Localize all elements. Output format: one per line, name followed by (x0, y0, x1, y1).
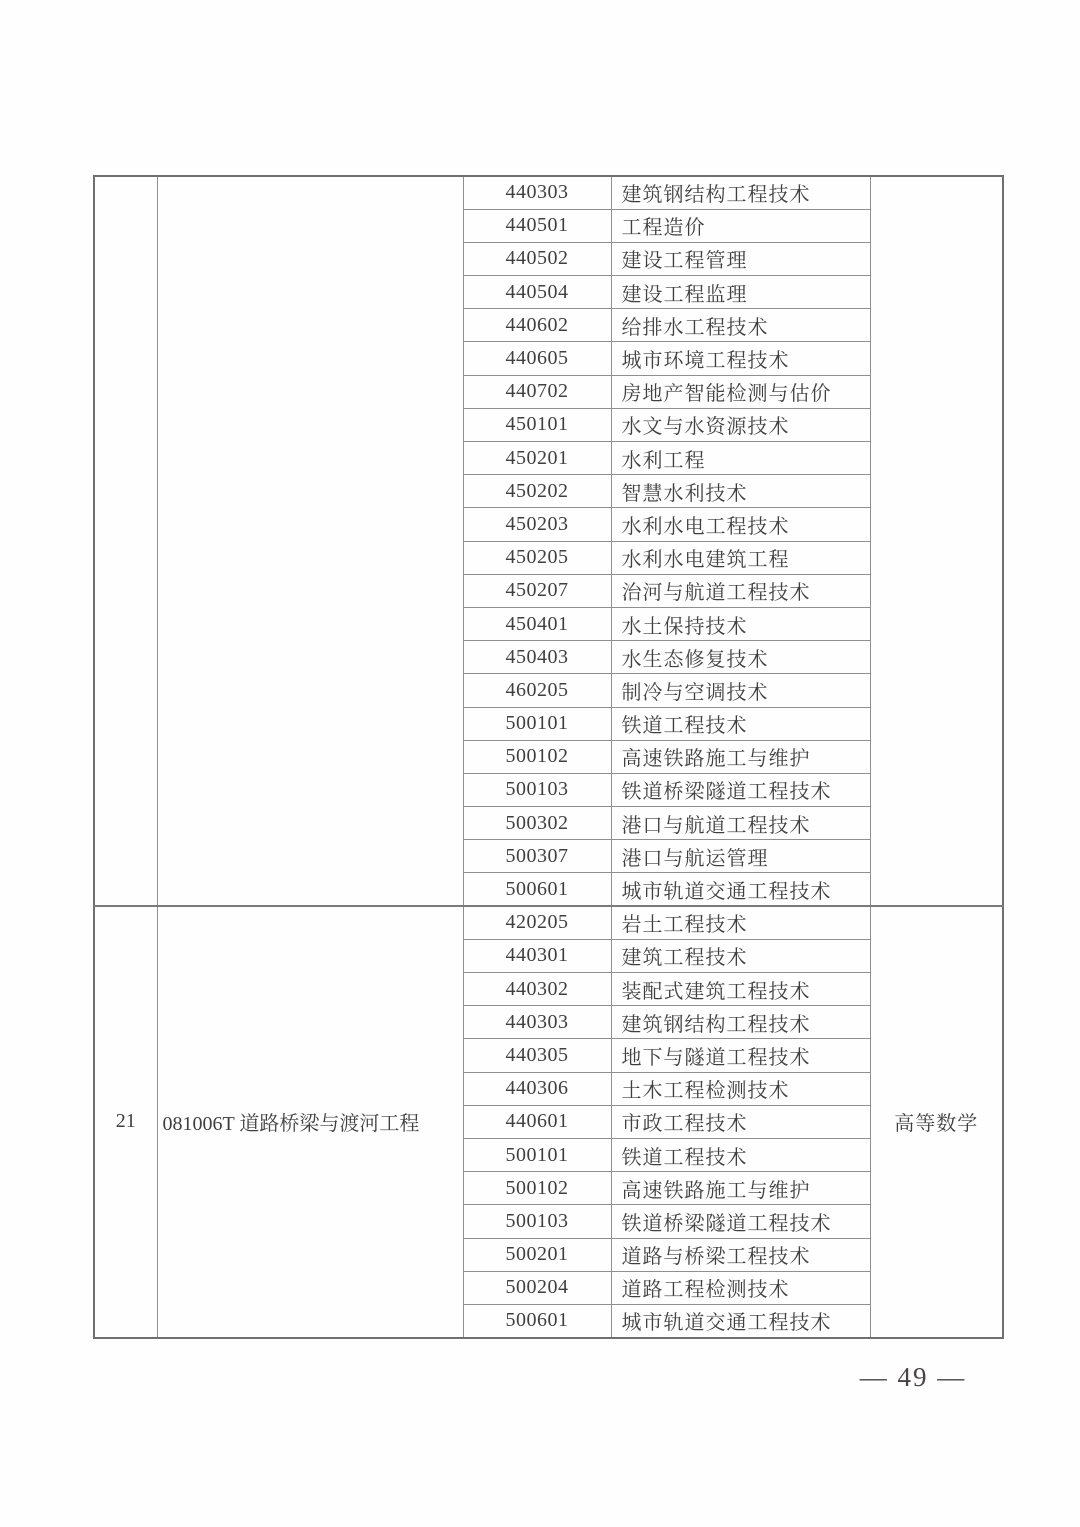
code-cell: 500101 (463, 1138, 611, 1171)
name-cell: 高速铁路施工与维护 (611, 740, 870, 773)
code-cell: 440504 (463, 276, 611, 309)
code-cell: 450403 (463, 641, 611, 674)
name-cell: 智慧水利技术 (611, 475, 870, 508)
code-cell: 500102 (463, 740, 611, 773)
name-cell: 房地产智能检测与估价 (611, 375, 870, 408)
name-cell: 地下与隧道工程技术 (611, 1039, 870, 1072)
name-cell: 城市轨道交通工程技术 (611, 1304, 870, 1337)
name-cell: 水文与水资源技术 (611, 408, 870, 441)
code-cell: 500201 (463, 1238, 611, 1271)
name-cell: 建设工程监理 (611, 276, 870, 309)
name-cell: 装配式建筑工程技术 (611, 973, 870, 1006)
code-cell: 500307 (463, 840, 611, 873)
table-row (94, 906, 1003, 939)
table-row (94, 176, 1003, 209)
code-cell: 440302 (463, 973, 611, 1006)
name-cell: 工程造价 (611, 209, 870, 242)
code-cell: 440305 (463, 1039, 611, 1072)
name-cell: 港口与航运管理 (611, 840, 870, 873)
name-cell: 道路与桥梁工程技术 (611, 1238, 870, 1271)
code-cell: 440301 (463, 939, 611, 972)
code-cell: 450101 (463, 408, 611, 441)
code-cell: 500601 (463, 873, 611, 906)
code-cell: 450205 (463, 541, 611, 574)
major-cell: 081006T 道路桥梁与渡河工程 (157, 906, 463, 1337)
code-cell: 460205 (463, 674, 611, 707)
name-cell: 建筑工程技术 (611, 939, 870, 972)
code-cell: 450203 (463, 508, 611, 541)
code-cell: 500101 (463, 707, 611, 740)
name-cell: 铁道工程技术 (611, 1138, 870, 1171)
name-cell: 港口与航道工程技术 (611, 807, 870, 840)
name-cell: 城市轨道交通工程技术 (611, 873, 870, 906)
code-cell: 500601 (463, 1304, 611, 1337)
code-cell: 440702 (463, 375, 611, 408)
name-cell: 土木工程检测技术 (611, 1072, 870, 1105)
code-cell: 450202 (463, 475, 611, 508)
code-cell: 440605 (463, 342, 611, 375)
code-cell: 450401 (463, 607, 611, 640)
name-cell: 铁道桥梁隧道工程技术 (611, 773, 870, 806)
name-cell: 水利工程 (611, 442, 870, 475)
page-number: — 49 — (859, 1362, 967, 1392)
code-cell: 450207 (463, 574, 611, 607)
code-cell: 500103 (463, 773, 611, 806)
code-cell: 440306 (463, 1072, 611, 1105)
name-cell: 建筑钢结构工程技术 (611, 176, 870, 209)
name-cell: 铁道工程技术 (611, 707, 870, 740)
name-cell: 市政工程技术 (611, 1105, 870, 1138)
code-cell: 500204 (463, 1271, 611, 1304)
name-cell: 水利水电建筑工程 (611, 541, 870, 574)
name-cell: 水利水电工程技术 (611, 508, 870, 541)
code-cell: 440501 (463, 209, 611, 242)
name-cell: 治河与航道工程技术 (611, 574, 870, 607)
name-cell: 建筑钢结构工程技术 (611, 1006, 870, 1039)
course-table (93, 175, 1004, 1339)
code-cell: 500302 (463, 807, 611, 840)
name-cell: 水土保持技术 (611, 607, 870, 640)
subject-cell (870, 176, 1003, 906)
seq-cell (94, 176, 157, 906)
seq-cell: 21 (94, 906, 157, 1337)
name-cell: 给排水工程技术 (611, 309, 870, 342)
subject-cell: 高等数学 (870, 906, 1003, 1337)
code-cell: 420205 (463, 906, 611, 939)
code-cell: 450201 (463, 442, 611, 475)
name-cell: 城市环境工程技术 (611, 342, 870, 375)
code-cell: 440303 (463, 1006, 611, 1039)
code-cell: 500103 (463, 1205, 611, 1238)
code-cell: 440602 (463, 309, 611, 342)
name-cell: 制冷与空调技术 (611, 674, 870, 707)
name-cell: 铁道桥梁隧道工程技术 (611, 1205, 870, 1238)
code-cell: 440303 (463, 176, 611, 209)
name-cell: 建设工程管理 (611, 242, 870, 275)
code-cell: 440601 (463, 1105, 611, 1138)
name-cell: 岩土工程技术 (611, 906, 870, 939)
name-cell: 水生态修复技术 (611, 641, 870, 674)
code-cell: 500102 (463, 1172, 611, 1205)
major-cell (157, 176, 463, 906)
name-cell: 高速铁路施工与维护 (611, 1172, 870, 1205)
course-table-body (94, 176, 1003, 1338)
code-cell: 440502 (463, 242, 611, 275)
name-cell: 道路工程检测技术 (611, 1271, 870, 1304)
